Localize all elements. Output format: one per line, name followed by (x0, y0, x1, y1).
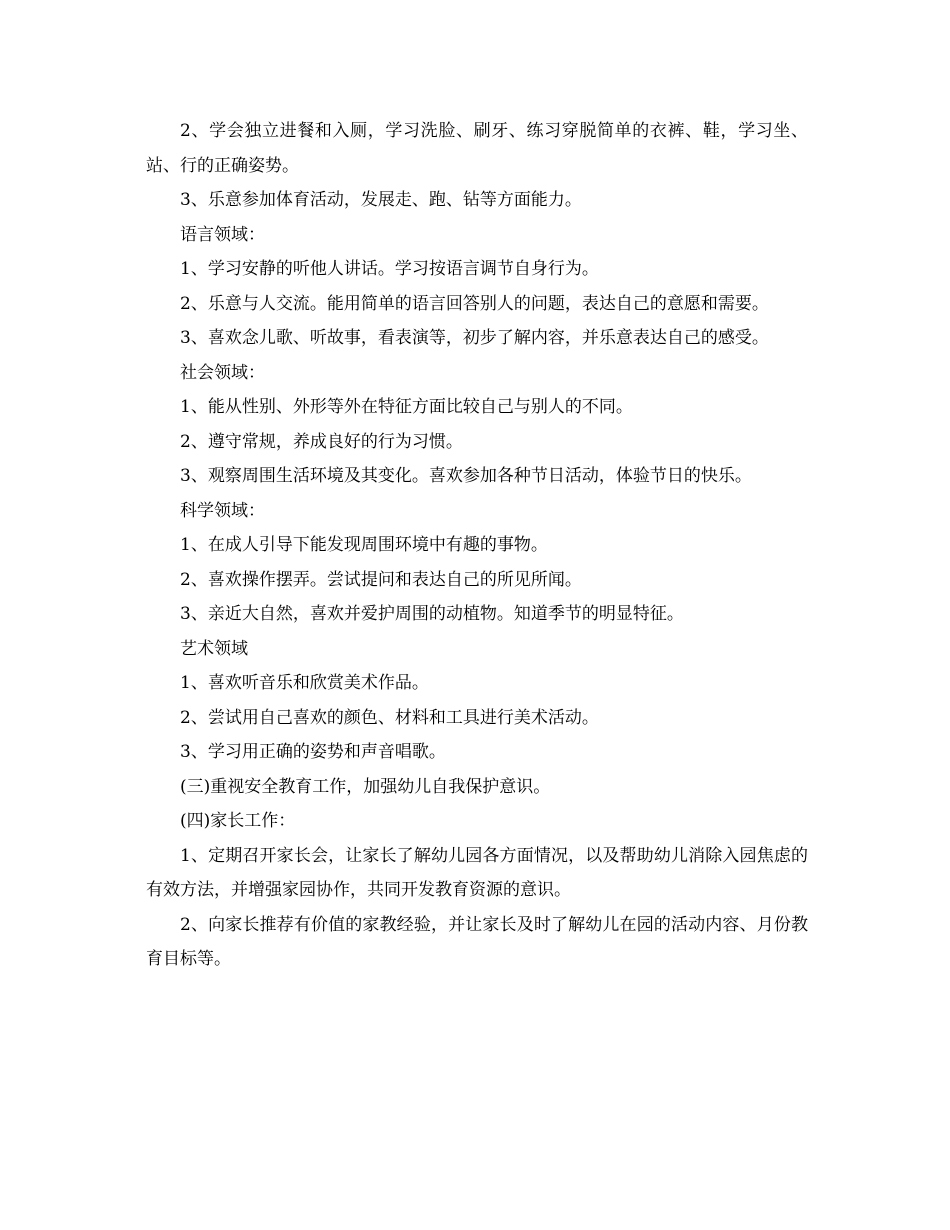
section-heading-society: 社会领域： (180, 362, 265, 383)
paragraph: 2、尝试用自己喜欢的颜色、材料和工具进行美术活动。 (180, 707, 599, 728)
paragraph: 3、学习用正确的姿势和声音唱歌。 (180, 742, 446, 762)
section-heading-art: 艺术领域 (180, 638, 248, 659)
paragraph: 2、遵守常规，养成良好的行为习惯。 (180, 431, 463, 452)
paragraph: 3、乐意参加体育活动，发展走、跑、钻等方面能力。 (180, 190, 582, 210)
paragraph: 1、学习安静的听他人讲话。学习按语言调节自身行为。 (180, 259, 599, 279)
paragraph: 1、定期召开家长会，让家长了解幼儿园各方面情况，以及帮助幼儿消除入园焦虑的有效方法，并增强家园协作，共同开发教育资源的意识。 (146, 845, 808, 900)
paragraph: 3、观察周围生活环境及其变化。喜欢参加各种节日活动，体验节日的快乐。 (180, 466, 752, 486)
paragraph: 2、向家长推荐有价值的家教经验，并让家长及时了解幼儿在园的活动内容、月份教育目标等。 (146, 914, 808, 969)
paragraph: 3、亲近大自然，喜欢并爱护周围的动植物。知道季节的明显特征。 (180, 604, 684, 624)
paragraph: 2、学会独立进餐和入厕，学习洗脸、刷牙、练习穿脱简单的衣裤、鞋，学习坐、站、行的正确姿势。 (146, 121, 808, 176)
document-body (146, 114, 808, 977)
paragraph: 1、能从性别、外形等外在特征方面比较自己与别人的不同。 (180, 397, 633, 417)
paragraph: 3、喜欢念儿歌、听故事，看表演等，初步了解内容，并乐意表达自己的感受。 (180, 328, 769, 348)
section-heading-safety: (三)重视安全教育工作，加强幼儿自我保护意识。 (180, 776, 551, 797)
paragraph: 1、在成人引导下能发现周围环境中有趣的事物。 (180, 535, 548, 555)
section-heading-language: 语言领域： (180, 224, 265, 245)
section-heading-science: 科学领域： (180, 500, 265, 521)
paragraph: 2、乐意与人交流。能用简单的语言回答别人的问题，表达自己的意愿和需要。 (180, 293, 769, 314)
section-heading-parents: (四)家长工作： (180, 811, 296, 831)
paragraph: 2、喜欢操作摆弄。尝试提问和表达自己的所见所闻。 (180, 569, 582, 590)
paragraph: 1、喜欢听音乐和欣赏美术作品。 (180, 673, 429, 693)
